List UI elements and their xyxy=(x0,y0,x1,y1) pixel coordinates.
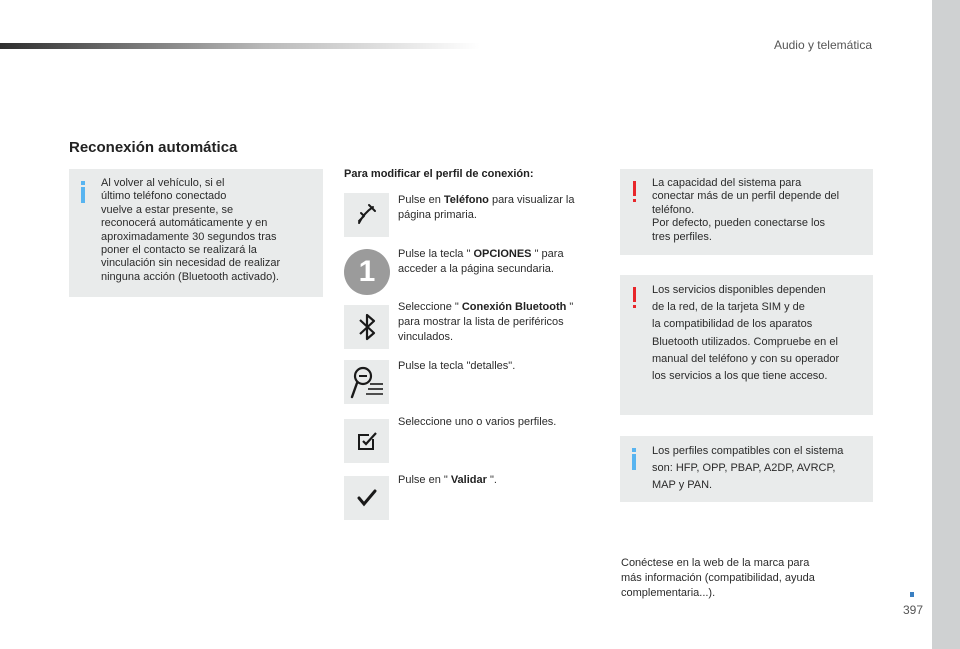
step-select-profiles: Seleccione uno o varios perfiles. xyxy=(398,416,557,428)
header-gradient-bar xyxy=(0,43,480,49)
page-marker xyxy=(910,592,914,597)
procedure-title: Para modificar el perfil de conexión: xyxy=(344,168,534,180)
phone-icon xyxy=(344,193,389,237)
reconnect-info-text: Al volver al vehículo, si el último teléfono conectado vuelve a estar presente, se reconocerá automáticamente y en aproximadamente 30 segundos tras poner el contacto se realizará la vinculación sin necesidad de realizar ninguna acción (Bluetooth activado). xyxy=(101,177,281,283)
page-edge-strip xyxy=(932,0,960,649)
info-text-profiles: Los perfiles compatibles con el sistema son: HFP, OPP, PBAP, A2DP, AVRCP, MAP y PAN. xyxy=(652,445,844,491)
warning-box-profiles xyxy=(620,169,873,255)
warning-text-profiles: La capacidad del sistema para conectar más de un perfil depende del teléfono. Por defecto, pueden conectarse los tres perfiles. xyxy=(652,177,840,243)
step-options: Pulse la tecla " OPCIONES " para acceder a la página secundaria. xyxy=(398,248,564,275)
web-info-note: Conéctese en la web de la marca para más información (compatibilidad, ayuda complementaria...). xyxy=(621,557,815,599)
step-number-badge: 1 xyxy=(344,249,390,295)
page-number: 397 xyxy=(903,603,924,617)
section-title: Reconexión automática xyxy=(69,139,238,156)
step-validate: Pulse en " Validar ". xyxy=(398,474,497,486)
warning-text-services: Los servicios disponibles dependen de la red, de la tarjeta SIM y de la compatibilidad de los aparatos Bluetooth utilizados. Compruebe en el manual del teléfono y con su operador los servicios a los que tiene acceso. xyxy=(652,284,840,383)
info-icon xyxy=(81,181,85,203)
reconnect-info-box xyxy=(69,169,323,297)
info-box-profiles xyxy=(620,436,873,502)
details-icon xyxy=(344,360,389,404)
checkbox-icon xyxy=(344,419,389,463)
warning-icon xyxy=(632,287,636,309)
info-icon xyxy=(632,448,636,470)
bluetooth-icon xyxy=(344,305,389,349)
step-phone: Pulse en Teléfono para visualizar la página primaria. xyxy=(398,194,575,221)
chapter-title: Audio y telemática xyxy=(773,38,872,52)
step-bluetooth: Seleccione " Conexión Bluetooth " para mostrar la lista de periféricos vinculados. xyxy=(398,301,574,343)
warning-box-services xyxy=(620,275,873,415)
warning-icon xyxy=(632,181,636,203)
step-details: Pulse la tecla "detalles". xyxy=(398,360,516,372)
checkmark-icon xyxy=(344,476,389,520)
